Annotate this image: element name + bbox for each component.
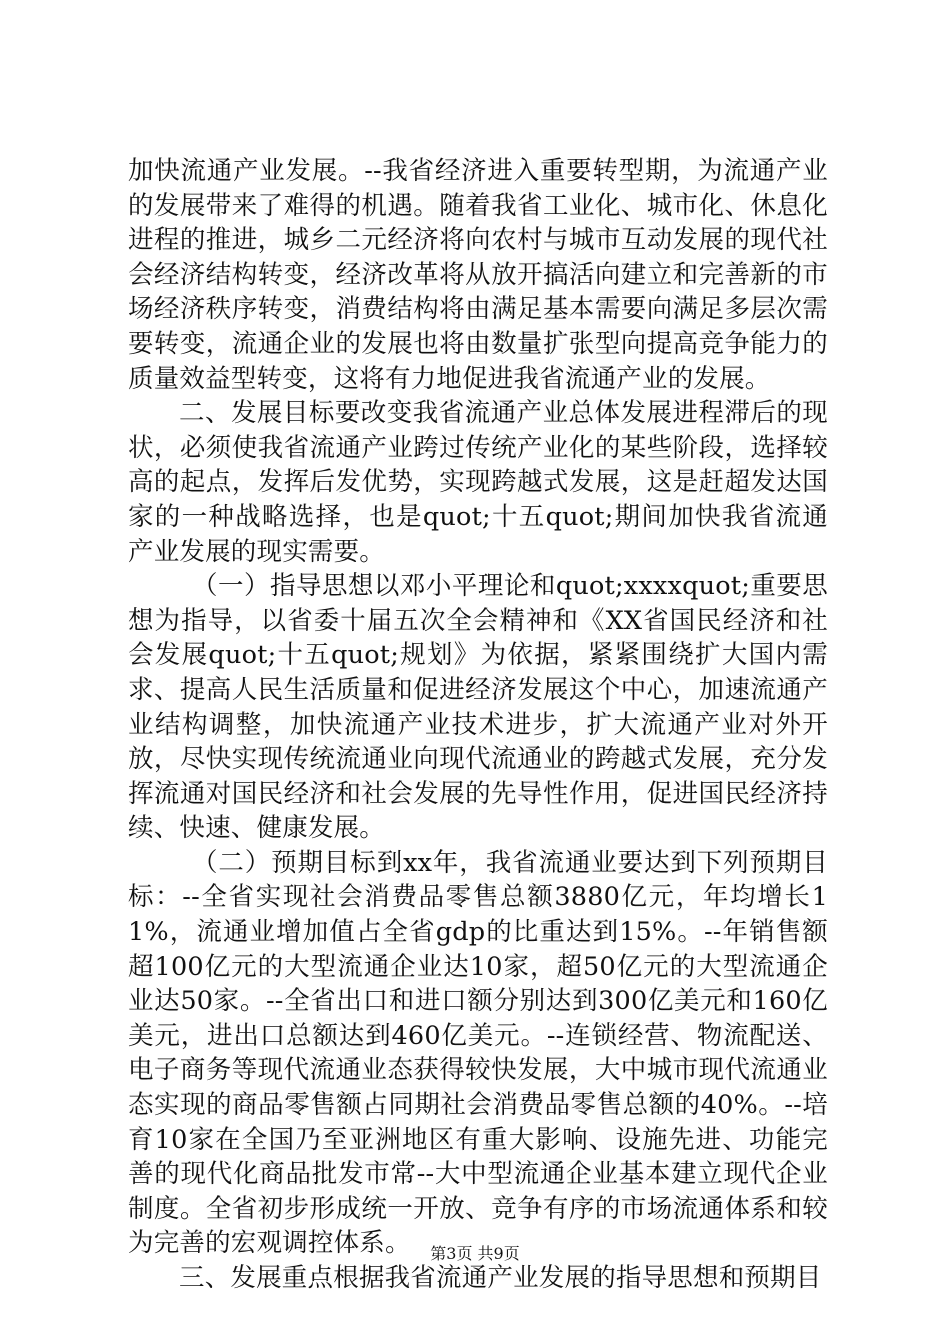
paragraph-development-goals: 二、发展目标要改变我省流通产业总体发展进程滞后的现状，必须使我省流通产业跨过传统产业化的某些阶段，选择较高的起点，发挥后发优势，实现跨越式发展，这是赶超发达国家的一种战略选择，也是quot;十五quot;期间加快我省流通产业发展的现实需要。 bbox=[128, 398, 828, 567]
paragraph-expected-targets: （二）预期目标到xx年，我省流通业要达到下列预期目标：--全省实现社会消费品零售总额3880亿元，年均增长11%，流通业增加值占全省gdp的比重达到15%。--年销售额超100亿元的大型流通企业达10家，超50亿元的大型流通企业达50家。--全省出口和进口额分别达到300亿美元和160亿美元，进出口总额达到460亿美元。--连锁经营、物流配送、电子商务等现代流通业态获得较快发展，大中城市现代流通业态实现的商品零售额占同期社会消费品零售总额的40%。--培育10家在全国乃至亚洲地区有重大影响、设施先进、功能完善的现代化商品批发市常--大中型流通企业基本建立现代企业制度。全省初步形成统一开放、竞争有序的市场流通体系和较为完善的宏观调控体系。 bbox=[128, 847, 828, 1259]
document-body bbox=[128, 154, 828, 1296]
paragraph-guiding-thought: （一）指导思想以邓小平理论和quot;xxxxquot;重要思想为指导，以省委十届五次全会精神和《XX省国民经济和社会发展quot;十五quot;规划》为依据，紧紧围绕扩大国内需求、提高人民生活质量和促进经济发展这个中心，加速流通产业结构调整，加快流通产业技术进步，扩大流通产业对外开放，尽快实现传统流通业向现代流通业的跨越式发展，充分发挥流通对国民经济和社会发展的先导性作用，促进国民经济持续、快速、健康发展。 bbox=[128, 571, 828, 844]
paragraph-development-focus: 三、发展重点根据我省流通产业发展的指导思想和预期目 bbox=[179, 1263, 822, 1293]
paragraph-development-opportunity: 加快流通产业发展。--我省经济进入重要转型期，为流通产业的发展带来了难得的机遇。随着我省工业化、城市化、休息化进程的推进，城乡二元经济将向农村与城市互动发展的现代社会经济结构转变，经济改革将从放开搞活向建立和完善新的市场经济秩序转变，消费结构将由满足基本需要向满足多层次需要转变，流通企业的发展也将由数量扩张型向提高竞争能力的质量效益型转变，这将有力地促进我省流通产业的发展。 bbox=[128, 156, 828, 394]
page-footer bbox=[0, 1243, 950, 1265]
page-number-label: 第3页 共9页 bbox=[430, 1244, 520, 1263]
